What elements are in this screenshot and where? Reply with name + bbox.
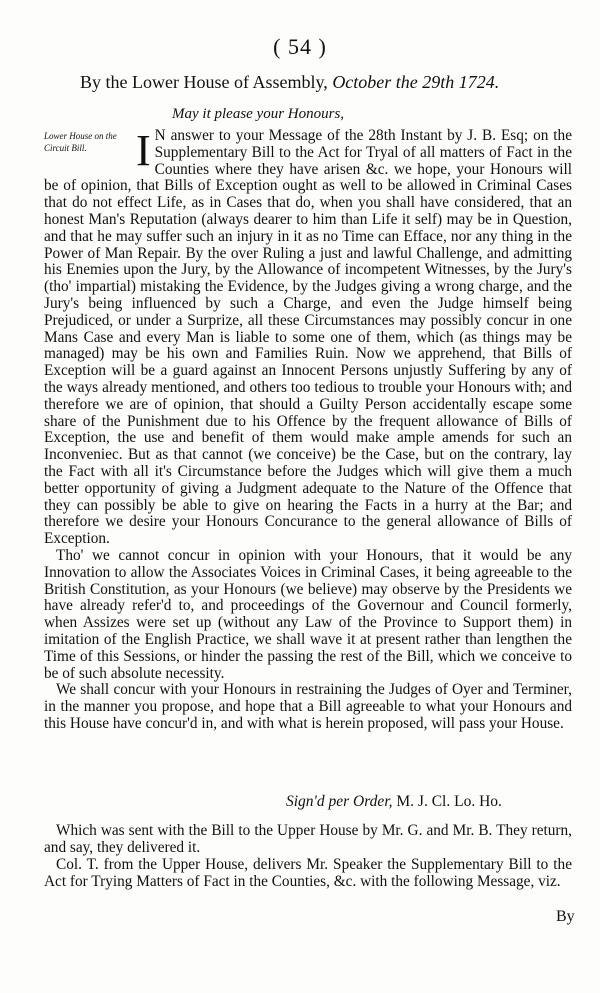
- after-message-text: [44, 822, 572, 890]
- salutation: May it please your Honours,: [172, 106, 345, 122]
- drop-cap: I: [136, 126, 151, 175]
- paragraph-1: [44, 128, 572, 548]
- after-paragraph-2: Col. T. from the Upper House, delivers Mr. Speaker the Supplementary Bill to the Act for Trying Matters of Fact in the Counties, &c. with the following Message, viz.: [44, 856, 572, 890]
- marginal-note: Lower House on the Circuit Bill.: [44, 131, 117, 153]
- paragraph-2: Tho' we cannot concur in opinion with your Honours, that it would be any Innovation to allow the Associates Voices in Criminal Cases, it being agreeable to the British Constitution, as your Honours (we believe) may observe by the Presidents we have already refer'd to, and proceedings of the Governour and Council formerly, when Assizes were set up (without any Law of the Province to Support them) in imitation of the English Practice, we shall wave it at present rather than lengthen the Time of this Sessions, or hinder the passing the rest of the Bill, which we conceive to be of such absolute necessity.: [44, 546, 572, 682]
- paragraph-1-text: N answer to your Message of the 28th Instant by J. B. Esq; on the Supplementary Bill to the Act for Tryal of all matters of Fact in the Counties where they have arisen &c. we hope, your Honours will be of opinion, that Bills of Exception ought as well to be allowed in Criminal Cases that do not effect Life, as in Cases that do, when you shall have considered, that an honest Man's Reputation (always dearer to him than Life it self) may be in Question, and that he may suffer such an injury in it as no Time can Efface, nor any thing in the Power of Man Repair. By the over Ruling a just and lawful Challenge, and admitting his Enemies upon the Jury, by the Allowance of incompetent Witnesses, by the Jury's (tho' impartial) mistaking the Evidence, by the Judges giving a wrong charge, and the Jury's being influenced by such a Charge, and even the Judge himself being Prejudiced, or under a Surprize, all these Circumstances may possibly concur in one Mans Case and every Man is liable to some one of them, which (as things may be managed) may be his own and Families Ruin. Now we apprehend, that Bills of Exception will be a guard against an Innocent Persons unjustly Suffering by any of the ways already mentioned, and others too tedious to trouble your Honours with; and therefore we are of opinion, that should a Guilty Person accidentally escape some share of the Punishment due to his Offence by the frequent allowance of Bills of Exception, the use and benefit of them would make ample amends for such an Inconveniec. But as that cannot (we conceive) be the Case, but on the contrary, lay the Fact with all it's Circumstance before the Judges which will give them a much better opportunity of giving a Judgment adequate to the Nature of the Offence that they can possibly be able to give on hearing the Facts in a hurry at the Bar; and therefore we desire your Honours Concurance to the general allowance of Bills of Exception.: [44, 127, 572, 548]
- message-body: [44, 128, 572, 733]
- signature-label: Sign'd per Order,: [286, 793, 393, 810]
- heading-main: By the Lower House of Assembly,: [80, 72, 333, 92]
- heading-date: October the 29th 1724.: [332, 72, 500, 92]
- page-heading: [80, 72, 570, 93]
- catchword: By: [556, 908, 575, 925]
- paragraph-3: We shall concur with your Honours in restraining the Judges of Oyer and Terminer, in the manner you propose, and hope that a Bill agreeable to what your Honours and this House have concur'd in, and with what is herein proposed, will pass your House.: [44, 681, 572, 732]
- after-paragraph-1: Which was sent with the Bill to the Upper House by Mr. G. and Mr. B. They return, and say, they delivered it.: [44, 822, 572, 856]
- signature-name: M. J. Cl. Lo. Ho.: [392, 793, 502, 810]
- marginal-spacer: [44, 128, 136, 176]
- page-number: ( 54 ): [273, 34, 327, 59]
- signature-line: [286, 793, 502, 811]
